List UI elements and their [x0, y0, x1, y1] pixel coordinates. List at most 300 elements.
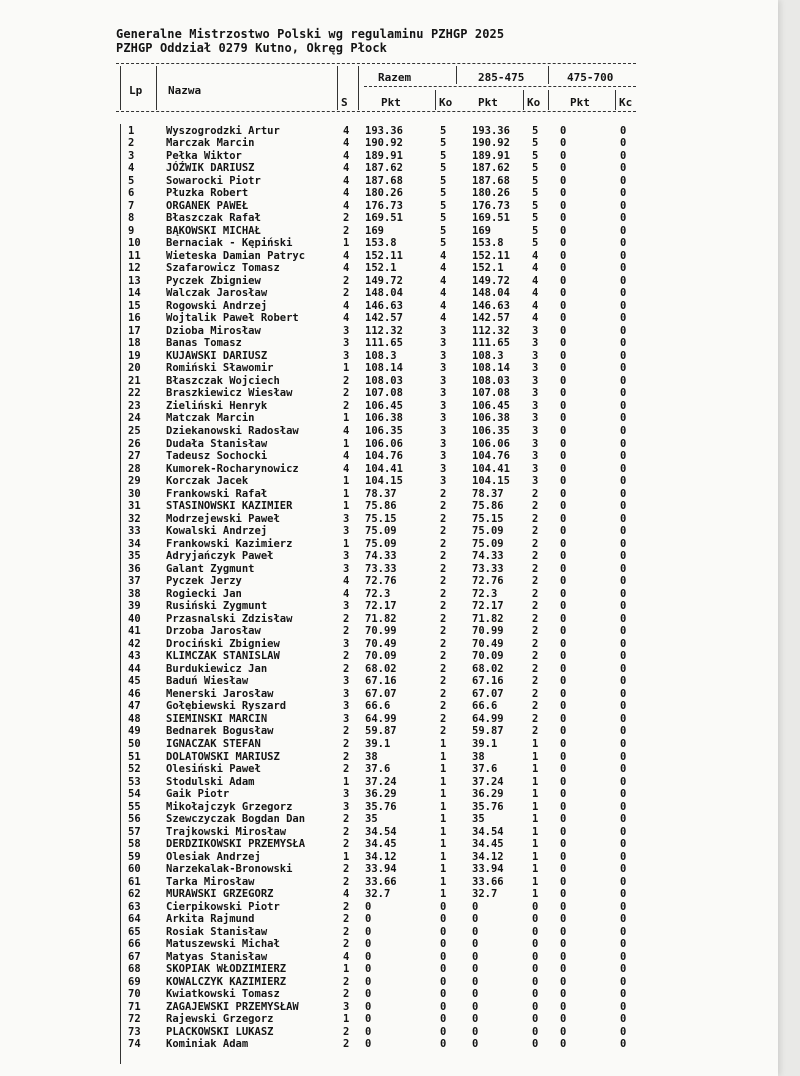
cell-ko-razem: 2: [440, 550, 447, 563]
cell-pkt-475-700: 0: [560, 925, 567, 938]
cell-ko-285-475: 4: [532, 299, 539, 312]
cell-kc-475-700: 0: [620, 1025, 627, 1038]
cell-ko-razem: 1: [440, 813, 447, 826]
cell-pkt-razem: 70.99: [365, 625, 397, 638]
cell-pkt-285-475: 0: [472, 925, 479, 938]
header-sep-left: [120, 66, 121, 110]
cell-pkt-285-475: 176.73: [472, 199, 510, 212]
cell-name: Zieliński Henryk: [166, 399, 268, 412]
cell-pkt-razem: 38: [365, 750, 378, 763]
table-row: [0, 888, 700, 900]
cell-pkt-285-475: 106.38: [472, 412, 510, 425]
cell-pkt-285-475: 0: [472, 963, 479, 976]
cell-pkt-285-475: 0: [472, 913, 479, 926]
cell-ko-285-475: 5: [532, 124, 539, 137]
cell-pkt-razem: 0: [365, 975, 372, 988]
cell-ko-285-475: 1: [532, 863, 539, 876]
cell-lp: 15: [128, 299, 141, 312]
cell-s: 1: [343, 850, 350, 863]
cell-pkt-475-700: 0: [560, 963, 567, 976]
cell-pkt-475-700: 0: [560, 838, 567, 851]
cell-ko-285-475: 5: [532, 137, 539, 150]
cell-kc-475-700: 0: [620, 637, 627, 650]
cell-ko-razem: 2: [440, 587, 447, 600]
cell-ko-285-475: 0: [532, 900, 539, 913]
cell-s: 4: [343, 262, 350, 275]
cell-pkt-475-700: 0: [560, 950, 567, 963]
table-row: [0, 1013, 700, 1025]
cell-lp: 49: [128, 725, 141, 738]
cell-lp: 74: [128, 1038, 141, 1051]
cell-lp: 25: [128, 424, 141, 437]
column-header-pkt-475: Pkt: [570, 96, 590, 109]
cell-ko-razem: 4: [440, 249, 447, 262]
cell-pkt-razem: 148.04: [365, 287, 403, 300]
cell-pkt-razem: 33.66: [365, 875, 397, 888]
cell-ko-razem: 1: [440, 750, 447, 763]
cell-ko-razem: 0: [440, 925, 447, 938]
column-header-nazwa: Nazwa: [168, 84, 202, 97]
cell-ko-285-475: 3: [532, 362, 539, 375]
cell-lp: 34: [128, 537, 141, 550]
cell-kc-475-700: 0: [620, 174, 627, 187]
cell-name: Bernaciak - Kępiński: [166, 237, 293, 250]
cell-ko-razem: 0: [440, 900, 447, 913]
table-row: [0, 988, 700, 1000]
cell-name: Bednarek Bogusław: [166, 725, 274, 738]
cell-kc-475-700: 0: [620, 875, 627, 888]
cell-pkt-285-475: 37.24: [472, 775, 504, 788]
table-row: [0, 901, 700, 913]
cell-name: KLIMCZAK STANISLAW: [166, 650, 280, 663]
table-row: [0, 926, 700, 938]
cell-s: 3: [343, 687, 350, 700]
cell-lp: 68: [128, 963, 141, 976]
cell-lp: 60: [128, 863, 141, 876]
table-row: [0, 312, 700, 324]
cell-kc-475-700: 0: [620, 137, 627, 150]
cell-pkt-razem: 169: [365, 224, 384, 237]
header-sep-g2: [548, 66, 549, 84]
cell-kc-475-700: 0: [620, 462, 627, 475]
cell-pkt-475-700: 0: [560, 938, 567, 951]
cell-lp: 39: [128, 600, 141, 613]
table-row: [0, 575, 700, 587]
cell-s: 4: [343, 249, 350, 262]
table-row: [0, 863, 700, 875]
cell-ko-285-475: 2: [532, 625, 539, 638]
cell-lp: 63: [128, 900, 141, 913]
cell-pkt-475-700: 0: [560, 450, 567, 463]
cell-ko-razem: 1: [440, 888, 447, 901]
cell-s: 1: [343, 487, 350, 500]
cell-lp: 30: [128, 487, 141, 500]
table-row: [0, 412, 700, 424]
cell-ko-285-475: 2: [532, 600, 539, 613]
cell-s: 2: [343, 287, 350, 300]
cell-s: 2: [343, 1038, 350, 1051]
cell-pkt-razem: 70.09: [365, 650, 397, 663]
cell-ko-285-475: 1: [532, 788, 539, 801]
cell-ko-razem: 4: [440, 299, 447, 312]
cell-pkt-475-700: 0: [560, 625, 567, 638]
cell-kc-475-700: 0: [620, 1038, 627, 1051]
cell-ko-285-475: 1: [532, 875, 539, 888]
cell-s: 2: [343, 274, 350, 287]
cell-ko-razem: 5: [440, 237, 447, 250]
cell-pkt-475-700: 0: [560, 800, 567, 813]
cell-pkt-razem: 72.76: [365, 575, 397, 588]
cell-kc-475-700: 0: [620, 800, 627, 813]
table-row: [0, 250, 700, 262]
cell-kc-475-700: 0: [620, 249, 627, 262]
cell-name: Dudała Stanisław: [166, 437, 268, 450]
cell-lp: 58: [128, 838, 141, 851]
cell-pkt-475-700: 0: [560, 737, 567, 750]
cell-ko-285-475: 2: [532, 650, 539, 663]
cell-lp: 11: [128, 249, 141, 262]
cell-lp: 64: [128, 913, 141, 926]
cell-pkt-razem: 149.72: [365, 274, 403, 287]
cell-ko-razem: 1: [440, 875, 447, 888]
cell-kc-475-700: 0: [620, 575, 627, 588]
header-sep-ko2: [523, 90, 524, 110]
cell-pkt-razem: 32.7: [365, 888, 391, 901]
cell-ko-285-475: 0: [532, 975, 539, 988]
cell-pkt-475-700: 0: [560, 1013, 567, 1026]
table-row: [0, 550, 700, 562]
cell-pkt-475-700: 0: [560, 725, 567, 738]
cell-ko-razem: 2: [440, 512, 447, 525]
cell-kc-475-700: 0: [620, 975, 627, 988]
cell-s: 2: [343, 813, 350, 826]
table-row: [0, 1038, 700, 1050]
cell-lp: 35: [128, 550, 141, 563]
cell-pkt-285-475: 0: [472, 1038, 479, 1051]
cell-ko-285-475: 4: [532, 312, 539, 325]
cell-pkt-475-700: 0: [560, 312, 567, 325]
table-row: [0, 438, 700, 450]
cell-pkt-285-475: 0: [472, 938, 479, 951]
cell-ko-285-475: 2: [532, 500, 539, 513]
cell-lp: 18: [128, 337, 141, 350]
cell-pkt-razem: 189.91: [365, 149, 403, 162]
cell-kc-475-700: 0: [620, 424, 627, 437]
cell-name: Trajkowski Mirosław: [166, 825, 287, 838]
table-row: [0, 450, 700, 462]
cell-ko-285-475: 2: [532, 662, 539, 675]
cell-ko-285-475: 1: [532, 763, 539, 776]
cell-kc-475-700: 0: [620, 675, 627, 688]
cell-kc-475-700: 0: [620, 750, 627, 763]
cell-kc-475-700: 0: [620, 587, 627, 600]
cell-name: Baduń Wiesław: [166, 675, 249, 688]
cell-pkt-razem: 111.65: [365, 337, 403, 350]
cell-ko-razem: 3: [440, 475, 447, 488]
cell-pkt-razem: 107.08: [365, 387, 403, 400]
cell-pkt-475-700: 0: [560, 287, 567, 300]
cell-kc-475-700: 0: [620, 287, 627, 300]
cell-ko-razem: 4: [440, 262, 447, 275]
cell-lp: 10: [128, 237, 141, 250]
cell-pkt-285-475: 0: [472, 950, 479, 963]
cell-s: 2: [343, 1025, 350, 1038]
cell-s: 3: [343, 788, 350, 801]
cell-pkt-razem: 193.36: [365, 124, 403, 137]
cell-pkt-475-700: 0: [560, 162, 567, 175]
cell-name: Rosiak Stanisław: [166, 925, 268, 938]
cell-ko-285-475: 0: [532, 1000, 539, 1013]
cell-pkt-285-475: 71.82: [472, 612, 504, 625]
cell-s: 2: [343, 975, 350, 988]
cell-ko-285-475: 3: [532, 349, 539, 362]
cell-pkt-razem: 34.54: [365, 825, 397, 838]
cell-ko-razem: 2: [440, 612, 447, 625]
cell-pkt-285-475: 75.09: [472, 525, 504, 538]
table-row: [0, 963, 700, 975]
cell-pkt-475-700: 0: [560, 187, 567, 200]
cell-pkt-razem: 152.1: [365, 262, 397, 275]
cell-pkt-285-475: 152.11: [472, 249, 510, 262]
cell-s: 3: [343, 349, 350, 362]
cell-pkt-razem: 0: [365, 900, 372, 913]
cell-kc-475-700: 0: [620, 925, 627, 938]
table-row: [0, 187, 700, 199]
cell-kc-475-700: 0: [620, 900, 627, 913]
cell-pkt-razem: 75.15: [365, 512, 397, 525]
cell-pkt-razem: 152.11: [365, 249, 403, 262]
cell-s: 3: [343, 675, 350, 688]
table-row: [0, 275, 700, 287]
table-row: [0, 400, 700, 412]
cell-pkt-razem: 0: [365, 1025, 372, 1038]
cell-pkt-razem: 67.16: [365, 675, 397, 688]
cell-ko-razem: 1: [440, 863, 447, 876]
cell-ko-285-475: 2: [532, 725, 539, 738]
cell-kc-475-700: 0: [620, 850, 627, 863]
cell-ko-285-475: 2: [532, 612, 539, 625]
cell-s: 2: [343, 612, 350, 625]
cell-pkt-285-475: 104.76: [472, 450, 510, 463]
cell-pkt-285-475: 33.66: [472, 875, 504, 888]
cell-pkt-475-700: 0: [560, 387, 567, 400]
document-subtitle: PZHGP Oddział 0279 Kutno, Okręg Płock: [116, 41, 388, 55]
cell-lp: 45: [128, 675, 141, 688]
table-row: [0, 212, 700, 224]
cell-kc-475-700: 0: [620, 399, 627, 412]
table-row: [0, 488, 700, 500]
cell-pkt-razem: 169.51: [365, 212, 403, 225]
document-title: Generalne Mistrzostwo Polski wg regulaminu PZHGP 2025: [116, 27, 505, 41]
cell-ko-285-475: 0: [532, 963, 539, 976]
cell-pkt-475-700: 0: [560, 988, 567, 1001]
cell-pkt-razem: 0: [365, 913, 372, 926]
cell-name: KUJAWSKI DARIUSZ: [166, 349, 268, 362]
cell-s: 4: [343, 462, 350, 475]
cell-pkt-475-700: 0: [560, 913, 567, 926]
cell-pkt-475-700: 0: [560, 1038, 567, 1051]
cell-pkt-475-700: 0: [560, 324, 567, 337]
cell-pkt-285-475: 36.29: [472, 788, 504, 801]
cell-lp: 20: [128, 362, 141, 375]
cell-name: Romiński Sławomir: [166, 362, 274, 375]
cell-pkt-475-700: 0: [560, 262, 567, 275]
cell-s: 3: [343, 512, 350, 525]
cell-ko-285-475: 1: [532, 838, 539, 851]
cell-pkt-475-700: 0: [560, 212, 567, 225]
cell-pkt-475-700: 0: [560, 149, 567, 162]
cell-ko-285-475: 5: [532, 174, 539, 187]
cell-ko-razem: 2: [440, 712, 447, 725]
cell-lp: 57: [128, 825, 141, 838]
cell-s: 4: [343, 174, 350, 187]
cell-name: Kwiatkowski Tomasz: [166, 988, 280, 1001]
cell-pkt-475-700: 0: [560, 662, 567, 675]
cell-s: 1: [343, 475, 350, 488]
table-row: [0, 225, 700, 237]
cell-kc-475-700: 0: [620, 437, 627, 450]
cell-s: 3: [343, 712, 350, 725]
cell-ko-razem: 5: [440, 212, 447, 225]
cell-name: Sowarocki Piotr: [166, 174, 261, 187]
cell-name: Przasnalski Zdzisław: [166, 612, 293, 625]
cell-name: Drzoba Jarosław: [166, 625, 261, 638]
cell-pkt-475-700: 0: [560, 850, 567, 863]
cell-s: 3: [343, 1000, 350, 1013]
cell-ko-285-475: 2: [532, 687, 539, 700]
cell-pkt-475-700: 0: [560, 462, 567, 475]
cell-pkt-285-475: 148.04: [472, 287, 510, 300]
table-row: [0, 776, 700, 788]
cell-kc-475-700: 0: [620, 512, 627, 525]
table-row: [0, 262, 700, 274]
cell-lp: 66: [128, 938, 141, 951]
cell-s: 4: [343, 587, 350, 600]
table-row: [0, 463, 700, 475]
cell-ko-285-475: 3: [532, 424, 539, 437]
cell-lp: 52: [128, 763, 141, 776]
cell-s: 2: [343, 625, 350, 638]
cell-name: Dzioba Mirosław: [166, 324, 261, 337]
cell-lp: 31: [128, 500, 141, 513]
cell-name: Wyszogrodzki Artur: [166, 124, 280, 137]
cell-lp: 73: [128, 1025, 141, 1038]
cell-kc-475-700: 0: [620, 274, 627, 287]
cell-kc-475-700: 0: [620, 662, 627, 675]
cell-ko-razem: 2: [440, 525, 447, 538]
cell-pkt-285-475: 72.76: [472, 575, 504, 588]
table-row: [0, 813, 700, 825]
table-row: [0, 125, 700, 137]
cell-kc-475-700: 0: [620, 700, 627, 713]
cell-kc-475-700: 0: [620, 162, 627, 175]
cell-pkt-razem: 0: [365, 938, 372, 951]
cell-kc-475-700: 0: [620, 450, 627, 463]
cell-pkt-285-475: 106.35: [472, 424, 510, 437]
cell-name: IGNACZAK STEFAN: [166, 737, 261, 750]
cell-s: 4: [343, 312, 350, 325]
cell-lp: 24: [128, 412, 141, 425]
cell-ko-razem: 3: [440, 450, 447, 463]
cell-kc-475-700: 0: [620, 988, 627, 1001]
cell-s: 2: [343, 863, 350, 876]
cell-lp: 29: [128, 475, 141, 488]
cell-name: Frankowski Rafał: [166, 487, 268, 500]
cell-pkt-475-700: 0: [560, 537, 567, 550]
cell-s: 2: [343, 900, 350, 913]
cell-s: 3: [343, 800, 350, 813]
cell-pkt-475-700: 0: [560, 412, 567, 425]
cell-lp: 70: [128, 988, 141, 1001]
table-row: [0, 913, 700, 925]
cell-pkt-285-475: 104.41: [472, 462, 510, 475]
cell-name: Błaszczak Wojciech: [166, 374, 280, 387]
cell-lp: 72: [128, 1013, 141, 1026]
cell-name: Marczak Marcin: [166, 137, 255, 150]
cell-s: 2: [343, 737, 350, 750]
cell-ko-razem: 1: [440, 800, 447, 813]
cell-pkt-285-475: 70.99: [472, 625, 504, 638]
cell-lp: 9: [128, 224, 135, 237]
cell-pkt-285-475: 104.15: [472, 475, 510, 488]
cell-pkt-475-700: 0: [560, 374, 567, 387]
cell-ko-285-475: 3: [532, 324, 539, 337]
cell-pkt-475-700: 0: [560, 763, 567, 776]
cell-pkt-285-475: 152.1: [472, 262, 504, 275]
cell-s: 2: [343, 650, 350, 663]
cell-name: Drociński Zbigniew: [166, 637, 280, 650]
cell-pkt-285-475: 75.15: [472, 512, 504, 525]
cell-pkt-475-700: 0: [560, 687, 567, 700]
cell-ko-285-475: 3: [532, 337, 539, 350]
cell-ko-razem: 5: [440, 149, 447, 162]
cell-pkt-285-475: 70.09: [472, 650, 504, 663]
cell-pkt-285-475: 0: [472, 988, 479, 1001]
cell-s: 2: [343, 212, 350, 225]
cell-pkt-475-700: 0: [560, 900, 567, 913]
cell-lp: 69: [128, 975, 141, 988]
column-group-475-700: 475-700: [567, 71, 614, 84]
header-sep-g1: [456, 66, 457, 84]
cell-s: 2: [343, 938, 350, 951]
cell-s: 4: [343, 199, 350, 212]
cell-name: Walczak Jarosław: [166, 287, 268, 300]
cell-pkt-razem: 106.06: [365, 437, 403, 450]
cell-kc-475-700: 0: [620, 863, 627, 876]
cell-ko-285-475: 1: [532, 750, 539, 763]
cell-name: Stodulski Adam: [166, 775, 255, 788]
cell-pkt-475-700: 0: [560, 437, 567, 450]
cell-pkt-285-475: 0: [472, 1013, 479, 1026]
cell-pkt-razem: 0: [365, 963, 372, 976]
cell-s: 2: [343, 662, 350, 675]
cell-pkt-475-700: 0: [560, 550, 567, 563]
cell-kc-475-700: 0: [620, 362, 627, 375]
cell-pkt-475-700: 0: [560, 362, 567, 375]
cell-name: Matczak Marcin: [166, 412, 255, 425]
cell-s: 1: [343, 1013, 350, 1026]
cell-kc-475-700: 0: [620, 237, 627, 250]
cell-s: 1: [343, 775, 350, 788]
cell-ko-285-475: 0: [532, 925, 539, 938]
cell-kc-475-700: 0: [620, 149, 627, 162]
cell-kc-475-700: 0: [620, 199, 627, 212]
cell-name: SKOPIAK WŁODZIMIERZ: [166, 963, 287, 976]
table-row: [0, 751, 700, 763]
cell-pkt-razem: 33.94: [365, 863, 397, 876]
table-row: [0, 425, 700, 437]
column-header-kc-475: Kc: [619, 96, 633, 109]
